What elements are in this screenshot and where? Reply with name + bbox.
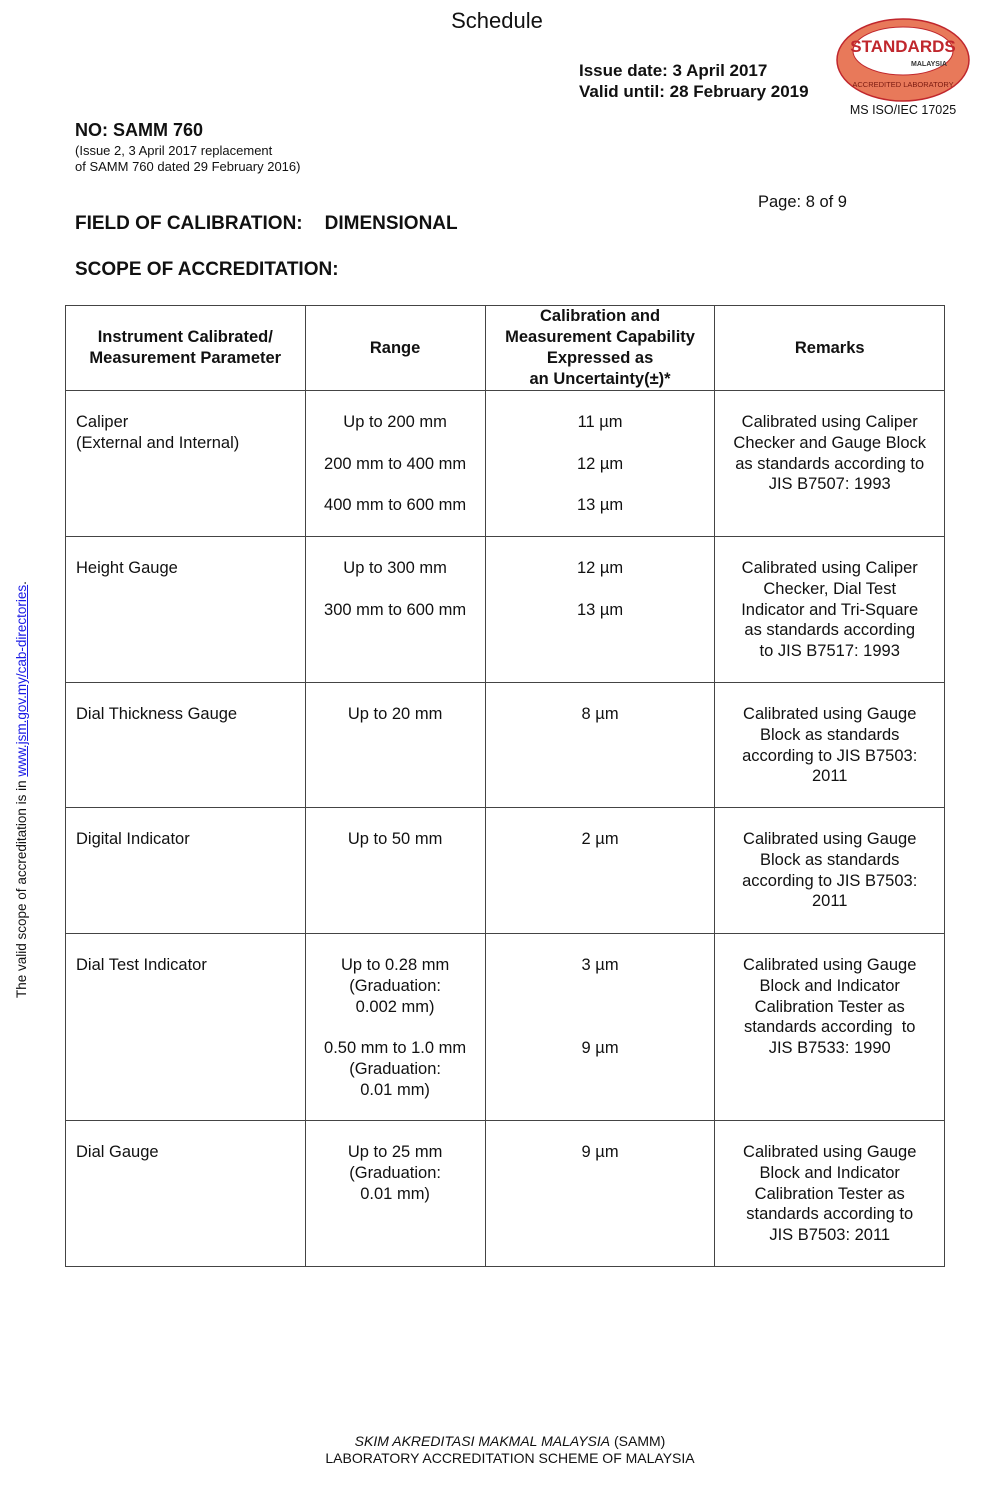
field-label: FIELD OF CALIBRATION: (75, 213, 303, 234)
footer-line-2: LABORATORY ACCREDITATION SCHEME OF MALAYSIA (325, 1450, 695, 1466)
cell-cmc: 11 µm 12 µm 13 µm (485, 391, 715, 537)
table-row (66, 537, 945, 683)
svg-text:MALAYSIA: MALAYSIA (911, 61, 947, 68)
table-header-row (66, 306, 945, 391)
scope-heading: SCOPE OF ACCREDITATION: (75, 259, 339, 280)
cell-cmc: 3 µm 9 µm (485, 934, 715, 1121)
cell-cmc: 2 µm (485, 808, 715, 934)
table-row (66, 683, 945, 808)
footer-line-1: SKIM AKREDITASI MAKMAL MALAYSIA (SAMM) (354, 1433, 666, 1449)
cab-directories-link[interactable]: www.jsm.gov.my/cab-directories (14, 584, 29, 777)
cell-instrument: Dial Thickness Gauge (66, 683, 306, 808)
cell-range: Up to 0.28 mm (Graduation: 0.002 mm) 0.50 mm to 1.0 mm (Graduation: 0.01 mm) (305, 934, 485, 1121)
cell-remarks: Calibrated using Caliper Checker, Dial Test Indicator and Tri-Square as standards according to JIS B7517: 1993 (715, 537, 945, 683)
issue-note-line: of SAMM 760 dated 29 February 2016) (75, 159, 301, 174)
standards-malaysia-logo-icon (836, 18, 970, 89)
header-cmc: Calibration and Measurement Capability Expressed as an Uncertainty(±)* (485, 306, 715, 391)
cell-instrument: Height Gauge (66, 537, 306, 683)
cell-remarks: Calibrated using Caliper Checker and Gauge Block as standards according to JIS B7507: 1993 (715, 391, 945, 537)
cell-instrument: Digital Indicator (66, 808, 306, 934)
field-of-calibration (75, 213, 458, 235)
side-note (14, 581, 29, 998)
logo-caption: MS ISO/IEC 17025 (849, 103, 957, 117)
footer (0, 1433, 1000, 1467)
cell-remarks: Calibrated using Gauge Block as standards according to JIS B7503: 2011 (715, 683, 945, 808)
cell-range: Up to 50 mm (305, 808, 485, 934)
document-issue-note (75, 143, 300, 175)
page-number: Page: 8 of 9 (758, 193, 847, 211)
cell-range: Up to 200 mm 200 mm to 400 mm 400 mm to 600 mm (305, 391, 485, 537)
scope-table (65, 305, 945, 1267)
header-instrument: Instrument Calibrated/ Measurement Parameter (66, 306, 306, 391)
svg-text:ACCREDITED LABORATORY: ACCREDITED LABORATORY (852, 80, 954, 89)
cell-instrument: Caliper (External and Internal) (66, 391, 306, 537)
issue-date: Issue date: 3 April 2017 (579, 61, 768, 80)
table-row (66, 808, 945, 934)
table-row (66, 934, 945, 1121)
side-note-text: The valid scope of accreditation is in (14, 776, 29, 998)
field-value: DIMENSIONAL (324, 213, 458, 234)
cell-range: Up to 25 mm (Graduation: 0.01 mm) (305, 1121, 485, 1267)
table-row (66, 1121, 945, 1267)
cell-remarks: Calibrated using Gauge Block as standards according to JIS B7503: 2011 (715, 808, 945, 934)
header-remarks: Remarks (715, 306, 945, 391)
document-number: NO: SAMM 760 (75, 120, 204, 140)
cell-instrument: Dial Test Indicator (66, 934, 306, 1121)
cell-range: Up to 300 mm 300 mm to 600 mm (305, 537, 485, 683)
issue-dates (579, 60, 809, 102)
valid-until: Valid until: 28 February 2019 (579, 82, 809, 101)
side-note-suffix: . (14, 581, 29, 585)
svg-text:STANDARDS: STANDARDS (850, 37, 956, 56)
header-range: Range (305, 306, 485, 391)
page-title: Schedule (451, 8, 543, 33)
table-row (66, 391, 945, 537)
cell-remarks: Calibrated using Gauge Block and Indicator Calibration Tester as standards according to JIS B7503: 2011 (715, 1121, 945, 1267)
cell-range: Up to 20 mm (305, 683, 485, 808)
cell-cmc: 8 µm (485, 683, 715, 808)
issue-note-line: (Issue 2, 3 April 2017 replacement (75, 143, 273, 158)
cell-cmc: 9 µm (485, 1121, 715, 1267)
cell-remarks: Calibrated using Gauge Block and Indicator Calibration Tester as standards according to JIS B7533: 1990 (715, 934, 945, 1121)
cell-instrument: Dial Gauge (66, 1121, 306, 1267)
cell-cmc: 12 µm 13 µm (485, 537, 715, 683)
